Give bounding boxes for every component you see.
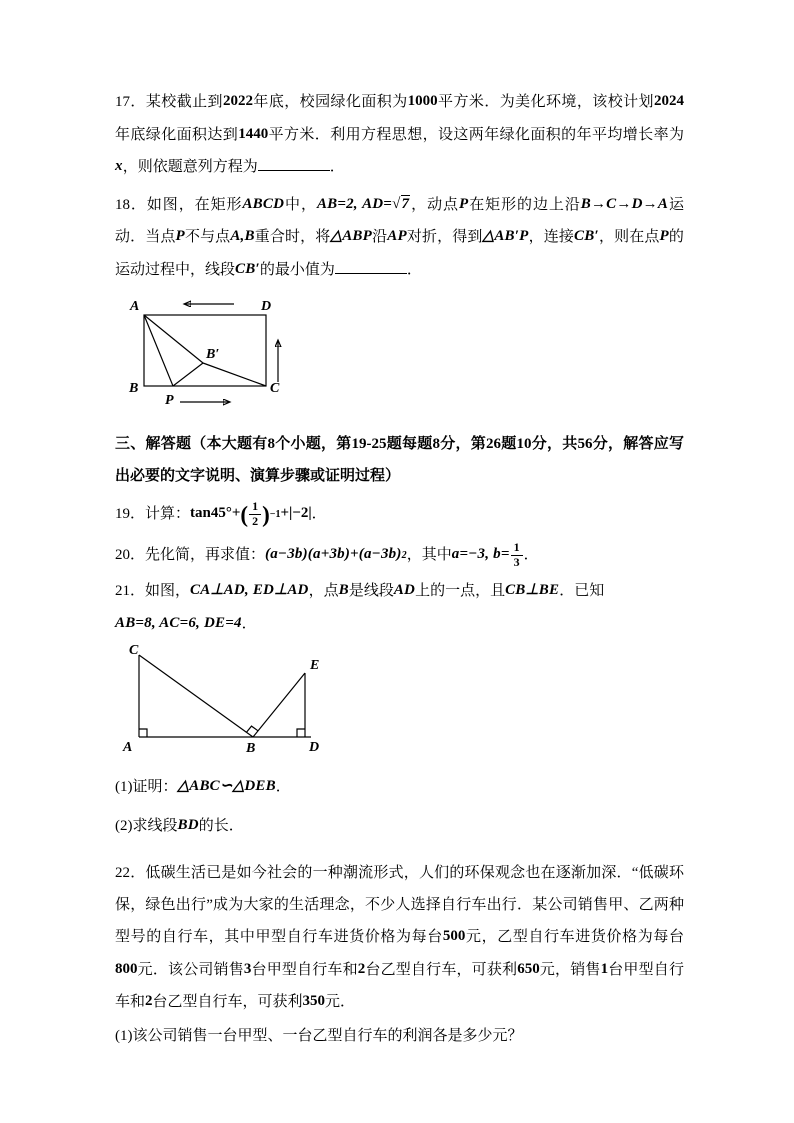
text-run: 个小题，第	[274, 436, 352, 452]
text-run: 2022	[222, 93, 253, 109]
text-run: 平方米．为美化环境，该校计划	[437, 94, 654, 110]
text-run: 350	[302, 993, 326, 1009]
text-run: 元，乙型自行车进货价格为每台	[465, 929, 684, 945]
vertex-label-d: D	[309, 740, 320, 755]
text-run: 平方米．利用方程思想，设这两年绿化面积的年平均增长率为	[268, 126, 684, 143]
text-run: tan45°+	[190, 505, 241, 521]
text-run: ，则在点	[598, 229, 660, 245]
question-17-text	[115, 86, 684, 184]
text-run: ，点	[308, 583, 339, 599]
text-run: ．	[275, 779, 291, 795]
text-run: +|−2|	[280, 505, 312, 521]
text-run: 3	[243, 960, 252, 977]
text-run: 18．如图，在矩形	[115, 196, 243, 213]
text-run: P	[659, 228, 669, 244]
text-run: (	[240, 502, 249, 527]
text-run: P	[175, 228, 185, 244]
text-run: 运动．当点	[115, 196, 684, 245]
text-run: B→C→D→A	[580, 195, 669, 212]
segment-cb	[139, 655, 253, 737]
text-run: 19．计算：	[115, 506, 191, 522]
text-run: 1	[600, 960, 609, 977]
text-run: ．	[523, 546, 539, 563]
text-run: 题	[500, 436, 517, 452]
text-run: 元．	[325, 994, 356, 1010]
text-run: 台乙型自行车，可获利	[152, 994, 303, 1010]
fold-line-ap	[144, 315, 173, 386]
text-run: 650	[517, 960, 540, 977]
fraction: $\frac{1}{3}$	[511, 541, 523, 570]
text-run: 800	[115, 960, 138, 977]
text-run: 56	[577, 436, 593, 452]
text-run: 17．某校截止到	[115, 94, 223, 110]
text-run: 年底绿化面积达到	[115, 126, 239, 143]
segment-be	[253, 673, 305, 737]
question-22-part-1	[115, 1021, 684, 1053]
text-run: 分，解答应写出必要的文字说明、演算步骤或证明过程）	[115, 436, 684, 484]
text-run: 1000	[407, 93, 438, 109]
text-run: 分，第	[439, 436, 486, 452]
text-run: △ABP	[330, 228, 372, 244]
text-run: 19-25	[351, 436, 387, 452]
question-21-part-2	[115, 810, 684, 843]
text-run: 2	[357, 960, 366, 977]
text-run: AB=2, AD=	[316, 195, 393, 212]
answer-blank	[335, 258, 407, 274]
text-run: 21．如图，	[115, 583, 191, 599]
text-run: 三、解答题（本大题有	[115, 436, 268, 452]
text-run: ，连接	[528, 229, 575, 245]
text-run: 台甲型自行车和	[251, 961, 358, 978]
text-run: x	[115, 158, 123, 174]
question-21-text	[115, 575, 684, 640]
text-run: 8	[432, 436, 440, 452]
square-root: √7	[392, 195, 410, 212]
text-run: 中，	[284, 196, 317, 213]
text-run: ，其中	[406, 546, 452, 563]
segment-bprime-p	[173, 363, 203, 386]
text-run: B	[338, 582, 349, 598]
answer-blank	[258, 155, 330, 171]
text-run: 1440	[238, 125, 269, 142]
vertex-label-b: B	[246, 741, 256, 756]
text-run: 年底，校园绿化面积为	[252, 94, 408, 110]
figure-q18-svg	[117, 290, 309, 416]
vertex-label-b: B	[129, 381, 139, 396]
text-run: AD	[393, 582, 416, 598]
right-angle-mark-b	[247, 726, 259, 732]
text-run: 10	[516, 436, 532, 452]
vertex-label-b-prime: B′	[206, 347, 220, 362]
text-run: 对折，得到	[406, 229, 483, 245]
text-run: 的长．	[198, 817, 244, 834]
text-run: ．	[329, 159, 345, 175]
segment-a-bprime	[144, 315, 203, 363]
text-run: 20．先化简，再求值：	[115, 546, 266, 563]
segment-bprime-c	[203, 363, 266, 386]
question-22-text	[115, 858, 684, 1019]
text-run: △ABC∽△DEB	[177, 778, 276, 794]
text-run: 500	[442, 928, 466, 944]
question-18-text	[115, 189, 684, 287]
text-run: ．	[311, 506, 327, 522]
figure-q21-svg	[115, 642, 327, 758]
vertex-label-a: A	[123, 740, 133, 755]
text-run: A,B	[230, 228, 255, 244]
figure-q21-triangles-diagram	[115, 642, 684, 763]
text-run: 沿	[372, 229, 388, 245]
text-run: 元，销售	[539, 961, 601, 978]
text-run: △AB′P	[482, 228, 529, 244]
text-run: 分，共	[531, 436, 578, 452]
right-angle-mark-a	[139, 729, 147, 737]
vertex-label-e: E	[310, 658, 320, 673]
figure-q18-rectangle-diagram	[117, 290, 684, 421]
vertex-label-a: A	[130, 299, 140, 314]
vertex-label-d: D	[261, 299, 272, 314]
text-run: 的运动过程中，线段	[115, 229, 684, 278]
superscript: −1	[269, 509, 281, 520]
question-19-text	[115, 498, 684, 531]
text-run: 重合时，将	[254, 229, 331, 245]
text-run: 台乙型自行车，可获利	[365, 961, 518, 978]
text-run: 台甲型自行车和	[115, 961, 684, 1010]
right-angle-mark-d	[297, 729, 305, 737]
text-run: (a−3b)(a+3b)+(a−3b)	[265, 545, 402, 562]
vertex-label-c: C	[270, 381, 280, 396]
superscript: 2	[401, 549, 407, 561]
text-run: 的最小值为	[259, 261, 335, 278]
text-run: 2024	[653, 93, 684, 109]
fraction: $\frac{1}{2}$	[249, 500, 261, 529]
text-run: 2	[145, 993, 153, 1009]
text-run: ，则依题意列方程为	[122, 159, 258, 175]
text-run: 题每题	[386, 436, 433, 452]
text-run: 元．该公司销售	[137, 961, 244, 978]
text-run: 是线段	[348, 583, 394, 599]
text-run: ．	[241, 615, 257, 632]
point-label-p: P	[165, 393, 174, 408]
text-run: ABCD	[242, 195, 285, 212]
text-run: AB=8, AC=6, DE=4	[115, 614, 242, 631]
text-run: 26	[485, 436, 501, 452]
section-3-heading	[115, 429, 684, 492]
question-20-text	[115, 539, 684, 572]
rectangle-abcd	[144, 315, 266, 386]
text-run: CB⊥BE	[505, 582, 560, 598]
vertex-label-c: C	[129, 643, 139, 658]
text-run: P	[458, 195, 469, 212]
text-run: 上的一点，且	[415, 583, 506, 599]
text-run: ．已知	[559, 583, 605, 599]
text-run: a=−3, b=	[451, 545, 510, 562]
text-run: CB′	[574, 228, 599, 244]
text-run: 不与点	[184, 229, 231, 245]
text-run: CA⊥AD, ED⊥AD	[190, 582, 309, 598]
text-run: (2)求线段	[115, 817, 178, 834]
text-run: (1)该公司销售一台甲型、一台乙型自行车的利润各是多少元？	[115, 1027, 523, 1044]
text-run: 8	[267, 436, 275, 452]
text-run: (1)证明：	[115, 779, 178, 795]
text-run: 在矩形的边上沿	[468, 196, 581, 213]
question-21-part-1	[115, 771, 684, 804]
text-run: ，动点	[410, 196, 459, 213]
text-run: CB′	[235, 260, 260, 277]
text-run: 22．低碳生活已是如今社会的一种潮流形式，人们的环保观念也在逐渐加深．“低碳环保，绿色出行”成为大家的生活理念，不少人选择自行车出行．某公司销售甲、乙两种型号的自行车，其中甲型自行车进货价格为每台	[115, 865, 684, 945]
text-run: AP	[387, 228, 407, 244]
text-run: BD	[177, 816, 199, 833]
text-run: ．	[406, 261, 422, 278]
text-run: )	[262, 502, 270, 527]
